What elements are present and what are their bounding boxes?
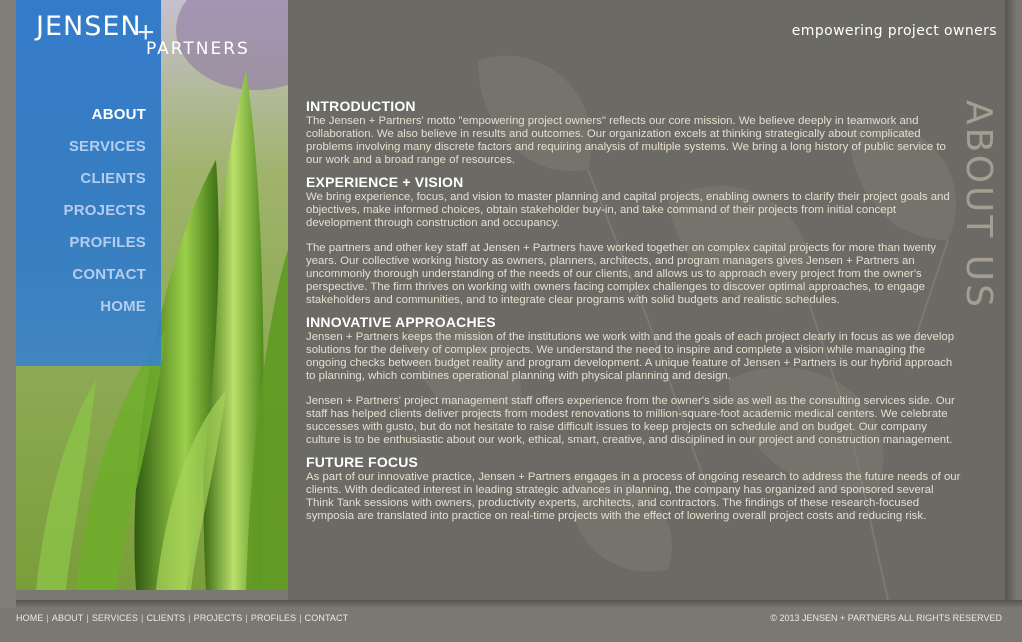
paragraph-innovative-1: Jensen + Partners keeps the mission of the institutions we work with and the goals of each project clearly in focus as we develop solutions for the delivery of complex projects. We understand the need to inspire and complete a vision while managing the ongoing checks between budget reality and program development. A unique feature of Jensen + Partners is our hybrid approach to planning, which combines operational planning with physical planning and design. (306, 331, 955, 382)
section-title-introduction: INTRODUCTION (306, 98, 416, 114)
footer-link-home[interactable]: HOME (16, 613, 44, 623)
right-shadow (1005, 0, 1022, 608)
footer-link-services[interactable]: SERVICES (91, 613, 138, 623)
main-nav (16, 104, 146, 328)
vertical-page-heading (958, 100, 1002, 311)
tagline: empowering project owners (791, 23, 997, 39)
footer-link-contact[interactable]: CONTACT (304, 613, 349, 623)
footer-separator: | (140, 613, 144, 623)
vertical-heading-text: ABOUT US (958, 100, 999, 311)
section-title-innovative: INNOVATIVE APPROACHES (306, 314, 496, 330)
logo-name-bottom: PARTNERS (146, 39, 250, 59)
section-title-future: FUTURE FOCUS (306, 454, 419, 470)
paragraph-introduction: The Jensen + Partners' motto "empowering project owners" reflects our core mission. We believe deeply in teamwork and collaboration. We also believe in results and outcomes. Our organization excels at thinking strategically about complicated problems involving many discrete factors and requiring analysis of multiple systems. We bring a long history of public service to our work and a broad range of resources. (306, 115, 946, 166)
footer-nav (16, 613, 348, 623)
footer-separator: | (299, 613, 302, 623)
footer-separator: | (86, 613, 89, 623)
nav-item-profiles[interactable]: PROFILES (69, 234, 146, 251)
footer-separator: | (188, 613, 191, 623)
footer-link-clients[interactable]: CLIENTS (146, 613, 186, 623)
section-title-experience: EXPERIENCE + VISION (306, 174, 464, 190)
company-logo[interactable] (36, 11, 250, 59)
footer-separator: | (245, 613, 248, 623)
footer-link-about[interactable]: ABOUT (51, 613, 84, 623)
nav-item-services[interactable]: SERVICES (68, 138, 146, 155)
footer-link-profiles[interactable]: PROFILES (250, 613, 297, 623)
about-content (306, 97, 962, 523)
paragraph-future: As part of our innovative practice, Jensen + Partners engages in a process of ongoing research to address the future needs of our clients. With dedicated interest in leading strategic advances in planning, the company has organized and sponsored several Think Tank sessions with owners, productivity experts, architects, and contractors. The findings of these research-focused symposia are translated into practice on real-time projects with the effect of lowering overall project costs and reducing risk. (306, 471, 961, 522)
logo-plus: + (137, 16, 155, 49)
footer-separator: | (46, 613, 49, 623)
nav-item-projects[interactable]: PROJECTS (63, 202, 146, 219)
nav-item-clients[interactable]: CLIENTS (80, 170, 146, 187)
logo-name-top: JENSEN (36, 11, 142, 42)
paragraph-experience-2: The partners and other key staff at Jensen + Partners have worked together on complex capital projects for more than twenty years. Our collective working history as owners, planners, architects, and program managers gives Jensen + Partners an uncommonly thorough understanding of the needs of our clients, and allows us to approach every project from the owner's perspective. The firm thrives on working with owners facing complex challenges to discover optimal approaches, to engage stakeholders and communities, and to integrate clear programs with solid budgets and realistic schedules. (306, 242, 937, 306)
paragraph-innovative-2: Jensen + Partners' project management staff offers experience from the owner's side as well as the consulting services side. Our staff has helped clients deliver projects from modest renovations to million-square-foot academic medical centers. We celebrate successes with gusto, but do not hesitate to raise difficult issues to keep projects on schedule and on budget. Our company culture is to be enthusiastic about our work, ethical, smart, creative, and disciplined in our project and construction management. (306, 395, 955, 446)
nav-item-contact[interactable]: CONTACT (72, 266, 146, 283)
left-margin-strip (0, 0, 16, 608)
nav-item-home[interactable]: HOME (100, 298, 146, 315)
bottom-shadow (16, 600, 1022, 608)
footer-link-projects[interactable]: PROJECTS (193, 613, 243, 623)
paragraph-experience-1: We bring experience, focus, and vision to master planning and capital projects, enabling owners to clarify their project goals and objectives, make informed choices, obtain stakeholder buy-in, and take command of their projects from initial concept development through construction and occupancy. (306, 191, 950, 229)
nav-item-about[interactable]: ABOUT (91, 106, 146, 123)
copyright: © 2013 JENSEN + PARTNERS ALL RIGHTS RESERVED (770, 613, 1002, 623)
